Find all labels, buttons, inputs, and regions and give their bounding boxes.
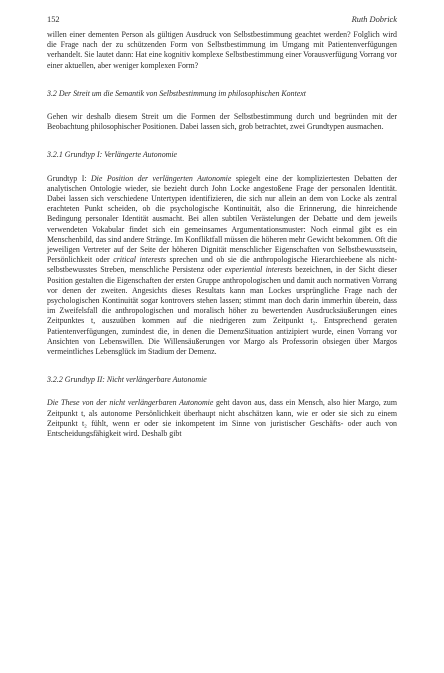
emphasized-text: experiential interests <box>224 265 293 275</box>
paragraph <box>47 30 397 71</box>
paragraph <box>47 398 397 439</box>
section-heading: 3.2 Der Streit um die Semantik von Selbstbestimmung im philosophischen Kontext <box>47 88 306 98</box>
running-header <box>47 14 397 26</box>
paragraph-text: geht davon aus, dass ein Mensch, also hier Margo, zum Zeitpunkt t, als autonome Persönlichkeit überhaupt nicht abschätzen kann, wie er oder sie sich zu einem Zeitpunkt t₂ fühlt, wenn er oder sie inkompetent im Sinne von juristischer Geschäfts- oder auch von Entscheidungsfähigkeit wird. Deshalb gibt <box>47 398 397 439</box>
paragraph <box>47 112 397 132</box>
section-heading: 3.2.1 Grundtyp I: Verlängerte Autonomie <box>47 150 178 160</box>
paragraph-text: willen einer dementen Person als gültigen Ausdruck von Selbstbestimmung geachtet werden? Folglich wird die Frage nach der zu schützenden Form von Selbstbestimmung im Umgang mit Patientenverfügungen verhandelt. Sie lautet dann: Hat eine kognitiv komplexe Selbstbestimmung einer Vorausverfügung Vorrang vor einer aktuellen, aber weniger komplexen Form? <box>47 30 397 70</box>
page-number: 152 <box>47 15 60 24</box>
paragraph-text: sprechen und ob sie die anthropologische Hierarchieebene als nicht-selbstbewusstes Streben, menschliche Persistenz oder <box>47 255 397 275</box>
body-text <box>47 30 397 439</box>
paragraph-text: bezeichnen, in der Sicht dieser Position gestalten die Eigenschaften der ersten Gruppe anthropologischen und damit auch normativen Vorrang vor denen der zweiten. Angesichts dieses Resultats kann man Lockes ursprüngliche Frage nach der psychologischen Kontinuität sogar kontrovers stehen lassen; stimmt man doch darin immerhin überein, dass im Zweifelsfall die anthropologischen und moralisch höher zu bewertenden Ausdrucksäußerungen eines Zeitpunktes t, auszuüben kommen auf die niedrigeren zum Zeitpunkt t₂. Entsprechend geraten Patientenverfügungen, zumindest die, in denen die DemenzSituation antizipiert wurde, einen Vorrang vor Ansichten von Lebenswillen. Die Willensäußerungen vor Margo als Professorin obsiegen über Margos vermeintliches Lebensglück im Stadium der Demenz. <box>47 265 397 357</box>
running-head-author: Ruth Dobrick <box>351 15 397 24</box>
emphasized-text: Die Position der verlängerten Autonomie <box>90 173 232 183</box>
section-heading: 3.2.2 Grundtyp II: Nicht verlängerbare Autonomie <box>47 375 207 385</box>
paragraph-text: Gehen wir deshalb diesem Streit um die Formen der Selbstbestimmung durch und begründen mit der Beobachtung philosophischer Positionen. Dabei lassen sich, grob betrachtet, zwei Grundtypen ausmachen. <box>47 112 397 132</box>
paragraph-text: Grundtyp I: <box>47 173 91 183</box>
emphasized-text: Die These von der nicht verlängerbaren Autonomie <box>47 398 214 408</box>
emphasized-text: critical interests <box>113 255 166 265</box>
paragraph <box>47 174 397 358</box>
paragraph-text: spiegelt eine der kompliziertesten Debatten der analytischen Ontologie wieder, sie bezieht durch John Locke angestoßene Frage der personalen Identität. Dabei lassen sich verschiedene Untertypen identifizieren, die sich nur allein an dem von Locke als zentral erachteten Punkt scheiden, ob die psychologische Kontinuität, also die Erinnerung, die hinreichende Bedingung personaler Identität ausmacht. Bei allen subtilen Verästelungen der Debatte und dem jeweils verwendeten Vokabular findet sich ein gemeinsames Argumentationsmuster: Noch einmal gibt es ein Menschenbild, das sind andere Stränge. Im Konfliktfall müssen die höheren mehr Gewicht bekommen. Oft die jeweiligen Vertreter auf der Seite der höheren Dignität menschlicher Eigenschaften von Selbstbewusstsein, Persönlichkeit oder <box>47 173 397 265</box>
